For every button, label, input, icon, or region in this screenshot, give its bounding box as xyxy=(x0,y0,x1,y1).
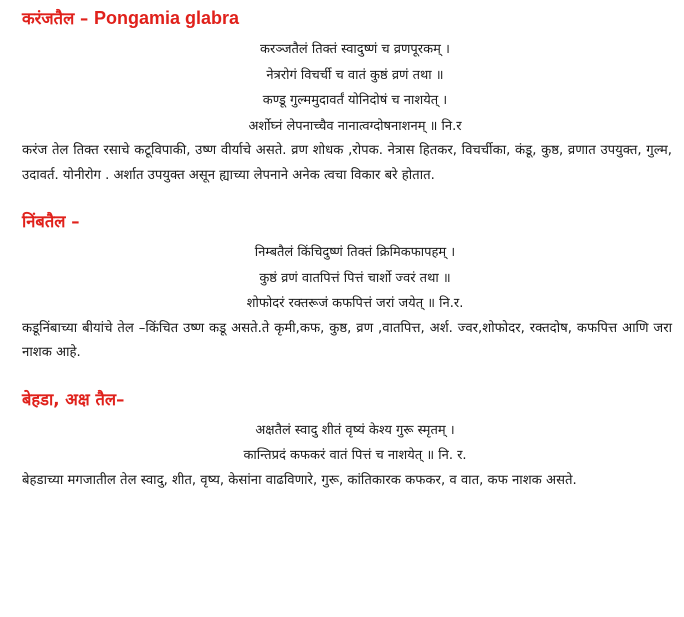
verse-line: करञ्जतैलं तिक्तं स्वादुष्णं च व्रणपूरकम् । xyxy=(260,42,450,57)
sanskrit-verse xyxy=(22,240,678,317)
description-paragraph: कडूनिंबाच्या बीयांचे तेल –किंचित उष्ण कडू असते.ते कृमी,कफ, कुष्ठ, व्रण ,वातपित्त, अर्श. ज्वर,शोफोदर, रक्तदोष, कफपित्त आणि जरा नाशक आहे. xyxy=(22,320,672,360)
verse-line: नेत्ररोगं विचर्ची च वातं कुष्ठं व्रणं तथा ॥ xyxy=(266,67,444,83)
verse-line: कुष्ठं व्रणं वातपित्तं पित्तं चार्शो ज्वरं तथा ॥ xyxy=(259,270,451,286)
section-heading xyxy=(22,6,678,31)
heading-devanagari: बेहडा, अक्ष तैल– xyxy=(22,389,125,409)
section-karanja-oil xyxy=(22,6,678,188)
description-paragraph: करंज तेल तिक्त रसाचे कटूविपाकी, उष्ण वीर्याचे असते. व्रण शोधक ,रोपक. नेत्रास हितकर, विचर्चीका, कंडू, कुष्ठ, व्रणात उपयुक्त, गुल्म, उदावर्त. योनीरोग . अर्शात उपयुक्त असून ह्याच्या लेपनाने अनेक त्वचा विकार बरे होतात. xyxy=(22,143,672,183)
section-neem-oil xyxy=(22,210,678,366)
section-heading xyxy=(22,388,678,412)
section-aksha-oil xyxy=(22,388,678,494)
verse-line: अर्शोघ्नं लेपनाच्चैव नानात्वग्दोषनाशनम् ॥ नि.र xyxy=(248,118,462,134)
sanskrit-verse xyxy=(22,418,678,469)
verse-line: कण्डू गुल्ममुदावर्तं योनिदोषं च नाशयेत् । xyxy=(262,93,448,108)
description-paragraph: बेहडाच्या मगजातील तेल स्वादु, शीत, वृष्य, केसांना वाढविणारे, गुरू, कांतिकारक कफकर, व वात, कफ नाशक असते. xyxy=(22,472,577,488)
verse-line: अक्षतैलं स्वादु शीतं वृष्यं केश्य गुरू स्मृतम् । xyxy=(255,422,455,438)
heading-devanagari: निंबतैल – xyxy=(22,212,80,231)
heading-latin-name: Pongamia glabra xyxy=(94,8,240,28)
heading-devanagari: करंजतैल – xyxy=(22,9,94,28)
section-heading xyxy=(22,210,678,234)
sanskrit-verse xyxy=(22,37,678,139)
verse-line: कान्तिप्रदं कफकरं वातं पित्तं च नाशयेत् ॥ नि. र. xyxy=(243,448,467,463)
verse-line: शोफोदरं रक्तरूजं कफपित्तं जरां जयेत् ॥ नि.र. xyxy=(246,296,464,311)
verse-line: निम्बतैलं किंचिदुष्णं तिक्तं क्रिमिकफापहम् । xyxy=(254,245,456,260)
